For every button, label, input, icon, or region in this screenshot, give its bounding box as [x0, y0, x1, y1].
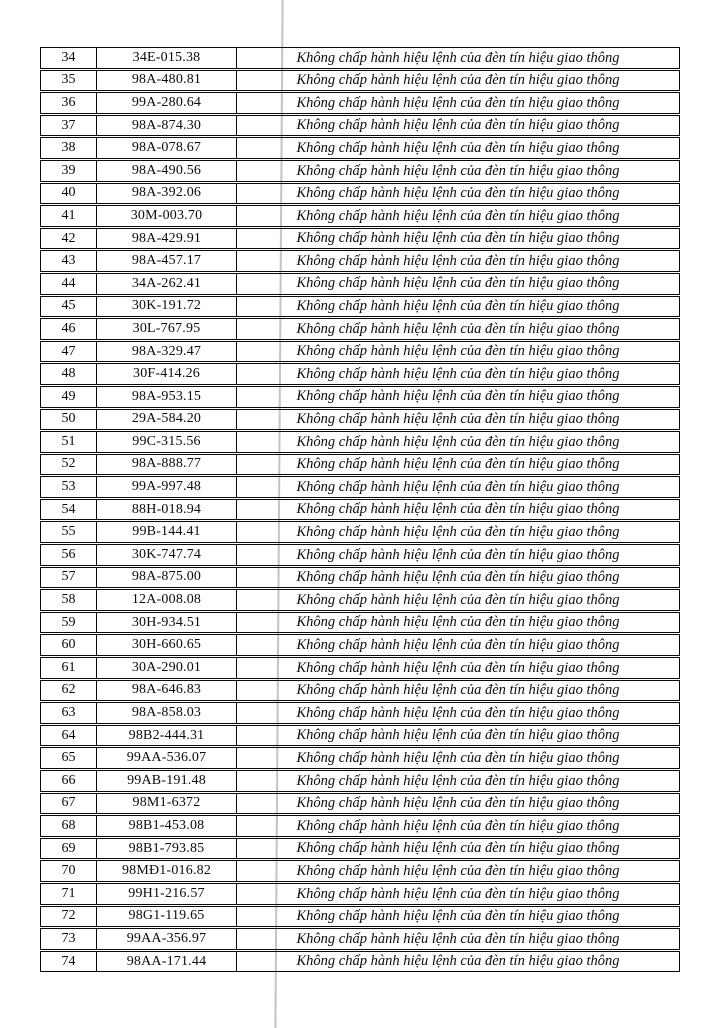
row-number-cell: 36: [41, 93, 97, 113]
row-number-cell: 42: [41, 229, 97, 249]
violation-cell: Không chấp hành hiệu lệnh của đèn tín hiệu giao thông: [296, 365, 620, 382]
table-row: [40, 521, 680, 543]
violation-cell: Không chấp hành hiệu lệnh của đèn tín hiệu giao thông: [296, 207, 620, 224]
row-number-cell: 65: [41, 748, 97, 768]
table-row: [40, 612, 680, 634]
table-row: [40, 883, 680, 905]
row-number-cell: 48: [41, 364, 97, 384]
license-plate-cell: 98M1-6372: [97, 794, 237, 814]
table-row: [40, 70, 680, 92]
table-row: [40, 205, 680, 227]
license-plate-cell: 30H-660.65: [97, 635, 237, 655]
row-number-cell: 55: [41, 522, 97, 542]
table-row: [40, 499, 680, 521]
row-number-cell: 73: [41, 929, 97, 949]
violation-cell: Không chấp hành hiệu lệnh của đèn tín hiệu giao thông: [296, 388, 620, 405]
license-plate-cell: 98A-392.06: [97, 184, 237, 204]
violation-cell: Không chấp hành hiệu lệnh của đèn tín hiệu giao thông: [296, 275, 620, 292]
table-row: [40, 680, 680, 702]
license-plate-cell: 30K-191.72: [97, 297, 237, 317]
row-number-cell: 35: [41, 71, 97, 91]
violation-cell: Không chấp hành hiệu lệnh của đèn tín hiệu giao thông: [296, 478, 620, 495]
table-row: [40, 47, 680, 69]
violation-cell: Không chấp hành hiệu lệnh của đèn tín hiệu giao thông: [296, 795, 620, 812]
license-plate-cell: 99AB-191.48: [97, 771, 237, 791]
violation-cell: Không chấp hành hiệu lệnh của đèn tín hiệu giao thông: [296, 411, 620, 428]
row-number-cell: 44: [41, 274, 97, 294]
license-plate-cell: 98G1-119.65: [97, 907, 237, 927]
table-row: [40, 92, 680, 114]
table-row: [40, 815, 680, 837]
license-plate-cell: 99A-280.64: [97, 93, 237, 113]
license-plate-cell: 29A-584.20: [97, 410, 237, 430]
violation-cell: Không chấp hành hiệu lệnh của đèn tín hiệu giao thông: [296, 930, 620, 947]
violation-cell: Không chấp hành hiệu lệnh của đèn tín hiệu giao thông: [296, 727, 620, 744]
row-number-cell: 52: [41, 455, 97, 475]
table-row: [40, 228, 680, 250]
violation-cell: Không chấp hành hiệu lệnh của đèn tín hiệu giao thông: [296, 885, 620, 902]
row-number-cell: 45: [41, 297, 97, 317]
license-plate-cell: 30K-747.74: [97, 545, 237, 565]
table-row: [40, 476, 680, 498]
license-plate-cell: 88H-018.94: [97, 500, 237, 520]
violation-cell: Không chấp hành hiệu lệnh của đèn tín hiệu giao thông: [296, 772, 620, 789]
license-plate-cell: 99H1-216.57: [97, 884, 237, 904]
table-row: [40, 363, 680, 385]
license-plate-cell: 98A-874.30: [97, 116, 237, 136]
violation-cell: Không chấp hành hiệu lệnh của đèn tín hiệu giao thông: [296, 704, 620, 721]
violation-cell: Không chấp hành hiệu lệnh của đèn tín hiệu giao thông: [296, 72, 620, 89]
license-plate-cell: 98A-953.15: [97, 387, 237, 407]
license-plate-cell: 99C-315.56: [97, 432, 237, 452]
table-row: [40, 928, 680, 950]
license-plate-cell: 30M-003.70: [97, 206, 237, 226]
row-number-cell: 34: [41, 48, 97, 68]
license-plate-cell: 30H-934.51: [97, 613, 237, 633]
row-number-cell: 53: [41, 477, 97, 497]
violation-cell: Không chấp hành hiệu lệnh của đèn tín hiệu giao thông: [296, 343, 620, 360]
license-plate-cell: 99A-997.48: [97, 477, 237, 497]
table-row: [40, 725, 680, 747]
table-row: [40, 657, 680, 679]
row-number-cell: 63: [41, 703, 97, 723]
violation-cell: Không chấp hành hiệu lệnh của đèn tín hiệu giao thông: [296, 591, 620, 608]
row-number-cell: 68: [41, 816, 97, 836]
row-number-cell: 66: [41, 771, 97, 791]
table-row: [40, 567, 680, 589]
violation-cell: Không chấp hành hiệu lệnh của đèn tín hiệu giao thông: [296, 636, 620, 653]
license-plate-cell: 99AA-356.97: [97, 929, 237, 949]
violation-table: [40, 47, 680, 973]
license-plate-cell: 30F-414.26: [97, 364, 237, 384]
row-number-cell: 60: [41, 635, 97, 655]
license-plate-cell: 98A-078.67: [97, 138, 237, 158]
row-number-cell: 40: [41, 184, 97, 204]
row-number-cell: 41: [41, 206, 97, 226]
violation-cell: Không chấp hành hiệu lệnh của đèn tín hiệu giao thông: [296, 524, 620, 541]
violation-cell: Không chấp hành hiệu lệnh của đèn tín hiệu giao thông: [296, 49, 620, 66]
table-row: [40, 409, 680, 431]
violation-cell: Không chấp hành hiệu lệnh của đèn tín hiệu giao thông: [296, 139, 620, 156]
license-plate-cell: 98B1-793.85: [97, 839, 237, 859]
violation-cell: Không chấp hành hiệu lệnh của đèn tín hiệu giao thông: [296, 682, 620, 699]
table-row: [40, 906, 680, 928]
row-number-cell: 43: [41, 251, 97, 271]
license-plate-cell: 98A-480.81: [97, 71, 237, 91]
table-row: [40, 183, 680, 205]
table-row: [40, 838, 680, 860]
row-number-cell: 62: [41, 681, 97, 701]
table-row: [40, 634, 680, 656]
violation-cell: Không chấp hành hiệu lệnh của đèn tín hiệu giao thông: [296, 908, 620, 925]
license-plate-cell: 98A-429.91: [97, 229, 237, 249]
license-plate-cell: 30A-290.01: [97, 658, 237, 678]
violation-cell: Không chấp hành hiệu lệnh của đèn tín hiệu giao thông: [296, 546, 620, 563]
row-number-cell: 47: [41, 342, 97, 362]
table-row: [40, 747, 680, 769]
license-plate-cell: 12A-008.08: [97, 590, 237, 610]
violation-cell: Không chấp hành hiệu lệnh của đèn tín hiệu giao thông: [296, 569, 620, 586]
table-row: [40, 273, 680, 295]
row-number-cell: 69: [41, 839, 97, 859]
license-plate-cell: 98MĐ1-016.82: [97, 861, 237, 881]
violation-cell: Không chấp hành hiệu lệnh của đèn tín hiệu giao thông: [296, 456, 620, 473]
license-plate-cell: 34A-262.41: [97, 274, 237, 294]
violation-cell: Không chấp hành hiệu lệnh của đèn tín hiệu giao thông: [296, 185, 620, 202]
violation-cell: Không chấp hành hiệu lệnh của đèn tín hiệu giao thông: [296, 840, 620, 857]
table-row: [40, 386, 680, 408]
violation-cell: Không chấp hành hiệu lệnh của đèn tín hiệu giao thông: [296, 501, 620, 518]
row-number-cell: 61: [41, 658, 97, 678]
license-plate-cell: 98A-329.47: [97, 342, 237, 362]
license-plate-cell: 98B2-444.31: [97, 726, 237, 746]
license-plate-cell: 98AA-171.44: [97, 952, 237, 972]
row-number-cell: 46: [41, 319, 97, 339]
table-row: [40, 544, 680, 566]
violation-cell: Không chấp hành hiệu lệnh của đèn tín hiệu giao thông: [296, 953, 620, 970]
row-number-cell: 67: [41, 794, 97, 814]
row-number-cell: 38: [41, 138, 97, 158]
table-row: [40, 860, 680, 882]
license-plate-cell: 98B1-453.08: [97, 816, 237, 836]
violation-cell: Không chấp hành hiệu lệnh của đèn tín hiệu giao thông: [296, 252, 620, 269]
table-row: [40, 137, 680, 159]
row-number-cell: 37: [41, 116, 97, 136]
table-row: [40, 770, 680, 792]
row-number-cell: 54: [41, 500, 97, 520]
violation-cell: Không chấp hành hiệu lệnh của đèn tín hiệu giao thông: [296, 94, 620, 111]
violation-cell: Không chấp hành hiệu lệnh của đèn tín hiệu giao thông: [296, 117, 620, 134]
license-plate-cell: 99AA-536.07: [97, 748, 237, 768]
row-number-cell: 64: [41, 726, 97, 746]
table-row: [40, 115, 680, 137]
row-number-cell: 49: [41, 387, 97, 407]
violation-cell: Không chấp hành hiệu lệnh của đèn tín hiệu giao thông: [296, 162, 620, 179]
license-plate-cell: 98A-490.56: [97, 161, 237, 181]
table-row: [40, 702, 680, 724]
license-plate-cell: 98A-646.83: [97, 681, 237, 701]
table-row: [40, 951, 680, 973]
violation-cell: Không chấp hành hiệu lệnh của đèn tín hiệu giao thông: [296, 320, 620, 337]
row-number-cell: 70: [41, 861, 97, 881]
license-plate-cell: 30L-767.95: [97, 319, 237, 339]
license-plate-cell: 99B-144.41: [97, 522, 237, 542]
violation-cell: Không chấp hành hiệu lệnh của đèn tín hiệu giao thông: [296, 749, 620, 766]
violation-cell: Không chấp hành hiệu lệnh của đèn tín hiệu giao thông: [296, 614, 620, 631]
license-plate-cell: 98A-875.00: [97, 568, 237, 588]
table-row: [40, 296, 680, 318]
license-plate-cell: 98A-888.77: [97, 455, 237, 475]
violation-cell: Không chấp hành hiệu lệnh của đèn tín hiệu giao thông: [296, 659, 620, 676]
table-row: [40, 160, 680, 182]
row-number-cell: 39: [41, 161, 97, 181]
table-row: [40, 454, 680, 476]
table-row: [40, 793, 680, 815]
row-number-cell: 58: [41, 590, 97, 610]
violation-cell: Không chấp hành hiệu lệnh của đèn tín hiệu giao thông: [296, 230, 620, 247]
violation-cell: Không chấp hành hiệu lệnh của đèn tín hiệu giao thông: [296, 298, 620, 315]
violation-cell: Không chấp hành hiệu lệnh của đèn tín hiệu giao thông: [296, 862, 620, 879]
violation-cell: Không chấp hành hiệu lệnh của đèn tín hiệu giao thông: [296, 433, 620, 450]
table-row: [40, 250, 680, 272]
violation-cell: Không chấp hành hiệu lệnh của đèn tín hiệu giao thông: [296, 817, 620, 834]
table-row: [40, 318, 680, 340]
table-row: [40, 431, 680, 453]
row-number-cell: 59: [41, 613, 97, 633]
license-plate-cell: 34E-015.38: [97, 48, 237, 68]
row-number-cell: 71: [41, 884, 97, 904]
row-number-cell: 57: [41, 568, 97, 588]
table-row: [40, 589, 680, 611]
row-number-cell: 74: [41, 952, 97, 972]
table-row: [40, 341, 680, 363]
row-number-cell: 51: [41, 432, 97, 452]
row-number-cell: 56: [41, 545, 97, 565]
row-number-cell: 72: [41, 907, 97, 927]
license-plate-cell: 98A-457.17: [97, 251, 237, 271]
license-plate-cell: 98A-858.03: [97, 703, 237, 723]
row-number-cell: 50: [41, 410, 97, 430]
